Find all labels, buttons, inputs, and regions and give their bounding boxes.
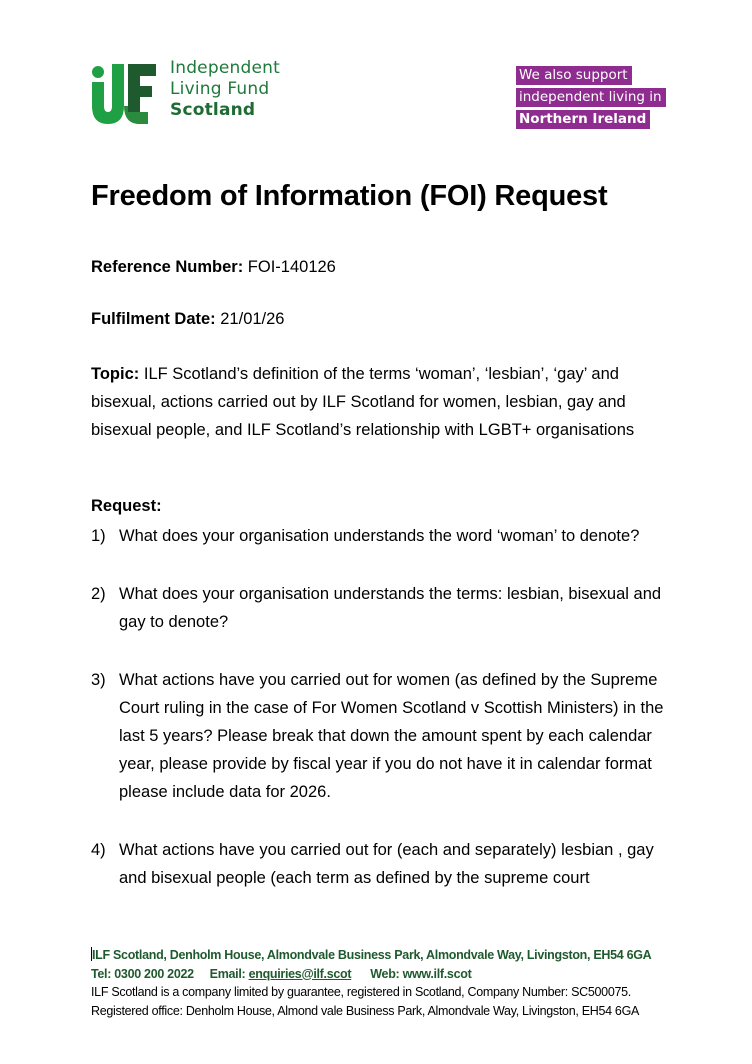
request-text: What actions have you carried out for (each and separately) lesbian , gay and bisexual people (each term as defined by the supreme court <box>119 841 654 887</box>
footer-registered: Registered office: Denholm House, Almond vale Business Park, Almondvale Way, Livingston, EH54 6GA <box>91 1003 640 1018</box>
request-text: What does your organisation understands the word ‘woman’ to denote? <box>119 527 640 545</box>
reference-value: FOI-140126 <box>243 258 336 276</box>
footer-contact-line <box>91 965 671 984</box>
request-item <box>91 666 681 806</box>
logo-line-1: Independent <box>170 58 280 78</box>
topic-label: Topic: <box>91 365 140 383</box>
fulfilment-date <box>91 310 284 329</box>
footer-email-link[interactable]: enquiries@ilf.scot <box>248 966 352 981</box>
footer <box>91 946 671 1020</box>
request-number: 2) <box>91 585 106 603</box>
request-number: 4) <box>91 841 106 859</box>
request-list <box>91 522 681 922</box>
badge-line-3: Northern Ireland <box>516 110 650 129</box>
reference-label: Reference Number: <box>91 258 244 276</box>
request-text: What actions have you carried out for women (as defined by the Supreme Court ruling in the case of For Women Scotland v Scottish Ministers) in the last 5 years? Please break that down the amount spent by each calendar year, please provide by fiscal year if you do not have it in calendar format please include data for 2026. <box>119 671 664 801</box>
topic <box>91 360 676 444</box>
ilf-logo <box>90 58 310 128</box>
footer-email-label: Email: <box>209 966 246 981</box>
footer-company: ILF Scotland is a company limited by guarantee, registered in Scotland, Company Number: SC500075. <box>91 985 631 999</box>
request-item <box>91 522 681 550</box>
logo-line-3: Scotland <box>170 100 256 120</box>
request-number: 3) <box>91 671 106 689</box>
footer-address-line <box>91 946 671 965</box>
fulfilment-label: Fulfilment Date: <box>91 310 216 328</box>
northern-ireland-badge <box>516 64 666 130</box>
badge-line-2: independent living in <box>516 88 666 107</box>
topic-value: ILF Scotland’s definition of the terms ‘woman’, ‘lesbian’, ‘gay’ and bisexual, actions carried out by ILF Scotland for women, lesbian, gay and bisexual people, and ILF Scotland’s relationship with LGBT+ organisations <box>91 365 635 439</box>
fulfilment-value: 21/01/26 <box>215 310 285 328</box>
page-title: Freedom of Information (FOI) Request <box>91 180 608 212</box>
request-item <box>91 836 681 892</box>
footer-web: Web: www.ilf.scot <box>370 966 472 981</box>
request-text: What does your organisation understands the terms: lesbian, bisexual and gay to denote? <box>119 585 662 631</box>
logo-text <box>170 58 280 121</box>
footer-address: ILF Scotland, Denholm House, Almondvale Business Park, Almondvale Way, Livingston, EH54 6GA <box>92 948 652 962</box>
request-number: 1) <box>91 527 106 545</box>
ilf-logo-icon <box>90 58 158 126</box>
logo-line-2: Living Fund <box>170 79 270 99</box>
badge-line-1: We also support <box>516 66 632 85</box>
request-heading: Request: <box>91 497 162 515</box>
reference-number <box>91 258 336 277</box>
footer-tel: Tel: 0300 200 2022 <box>91 966 194 981</box>
request-item <box>91 580 681 636</box>
